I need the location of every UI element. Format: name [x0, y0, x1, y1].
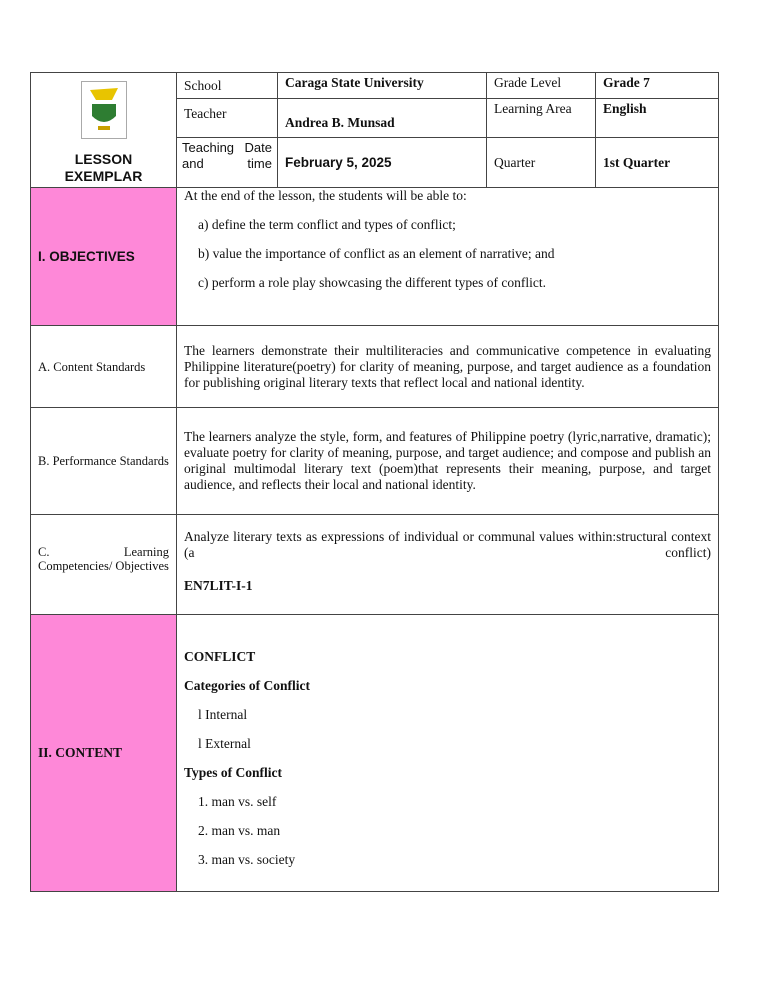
objectives-cell [177, 188, 719, 326]
content-standards-label: A. Content Standards [31, 326, 177, 408]
date-value: February 5, 2025 [278, 138, 487, 188]
category-item: l Internal [198, 707, 248, 722]
quarter-label: Quarter [487, 138, 596, 188]
competencies-text: Analyze literary texts as expressions of individual or communal values within:structural context (a conflict) [184, 529, 711, 560]
content-label: II. CONTENT [31, 615, 177, 892]
date-label: Teaching Date and time [177, 138, 278, 188]
lesson-exemplar-table [30, 72, 719, 892]
objectives-label: I. OBJECTIVES [31, 188, 177, 326]
teacher-label: Teacher [177, 99, 278, 138]
school-value: Caraga State University [278, 73, 487, 99]
performance-standards-text: The learners analyze the style, form, and features of Philippine poetry (lyric,narrative, dramatic); evaluate poetry for clarity of meaning, purpose, and target audience; and compose and publish an original multimodal literary text (poem)that represents their meaning, purpose, and target audience, and reflects their local and national identity. [177, 408, 719, 515]
type-item: 1. man vs. self [198, 794, 277, 809]
content-heading: CONFLICT [184, 649, 256, 664]
objective-item: c) perform a role play showcasing the different types of conflict. [198, 275, 547, 290]
competency-code: EN7LIT-I-1 [184, 578, 253, 593]
quarter-value: 1st Quarter [596, 138, 719, 188]
categories-heading: Categories of Conflict [184, 678, 310, 693]
objective-item: b) value the importance of conflict as an element of narrative; and [198, 246, 555, 261]
content-cell [177, 615, 719, 892]
grade-value: Grade 7 [596, 73, 719, 99]
competencies-label: C. Learning Competencies/ Objectives [31, 515, 177, 615]
grade-label: Grade Level [487, 73, 596, 99]
content-standards-text: The learners demonstrate their multiliteracies and communicative competence in evaluating Philippine literature(poetry) for clarity of meaning, purpose, and target audience as a foundation for publishing original literary texts that reflect local and national identity. [177, 326, 719, 408]
category-item: l External [198, 736, 251, 751]
type-item: 2. man vs. man [198, 823, 281, 838]
school-label: School [177, 73, 278, 99]
competencies-cell [177, 515, 719, 615]
objectives-intro: At the end of the lesson, the students will be able to: [184, 188, 467, 203]
university-logo [81, 81, 127, 139]
performance-standards-label: B. Performance Standards [31, 408, 177, 515]
teacher-value: Andrea B. Munsad [278, 99, 487, 138]
area-label: Learning Area [487, 99, 596, 138]
area-value: English [596, 99, 719, 138]
types-heading: Types of Conflict [184, 765, 282, 780]
logo-cell [31, 73, 177, 188]
type-item: 3. man vs. society [198, 852, 296, 867]
document-title: LESSON EXEMPLAR [64, 151, 143, 184]
objective-item: a) define the term conflict and types of conflict; [198, 217, 456, 232]
